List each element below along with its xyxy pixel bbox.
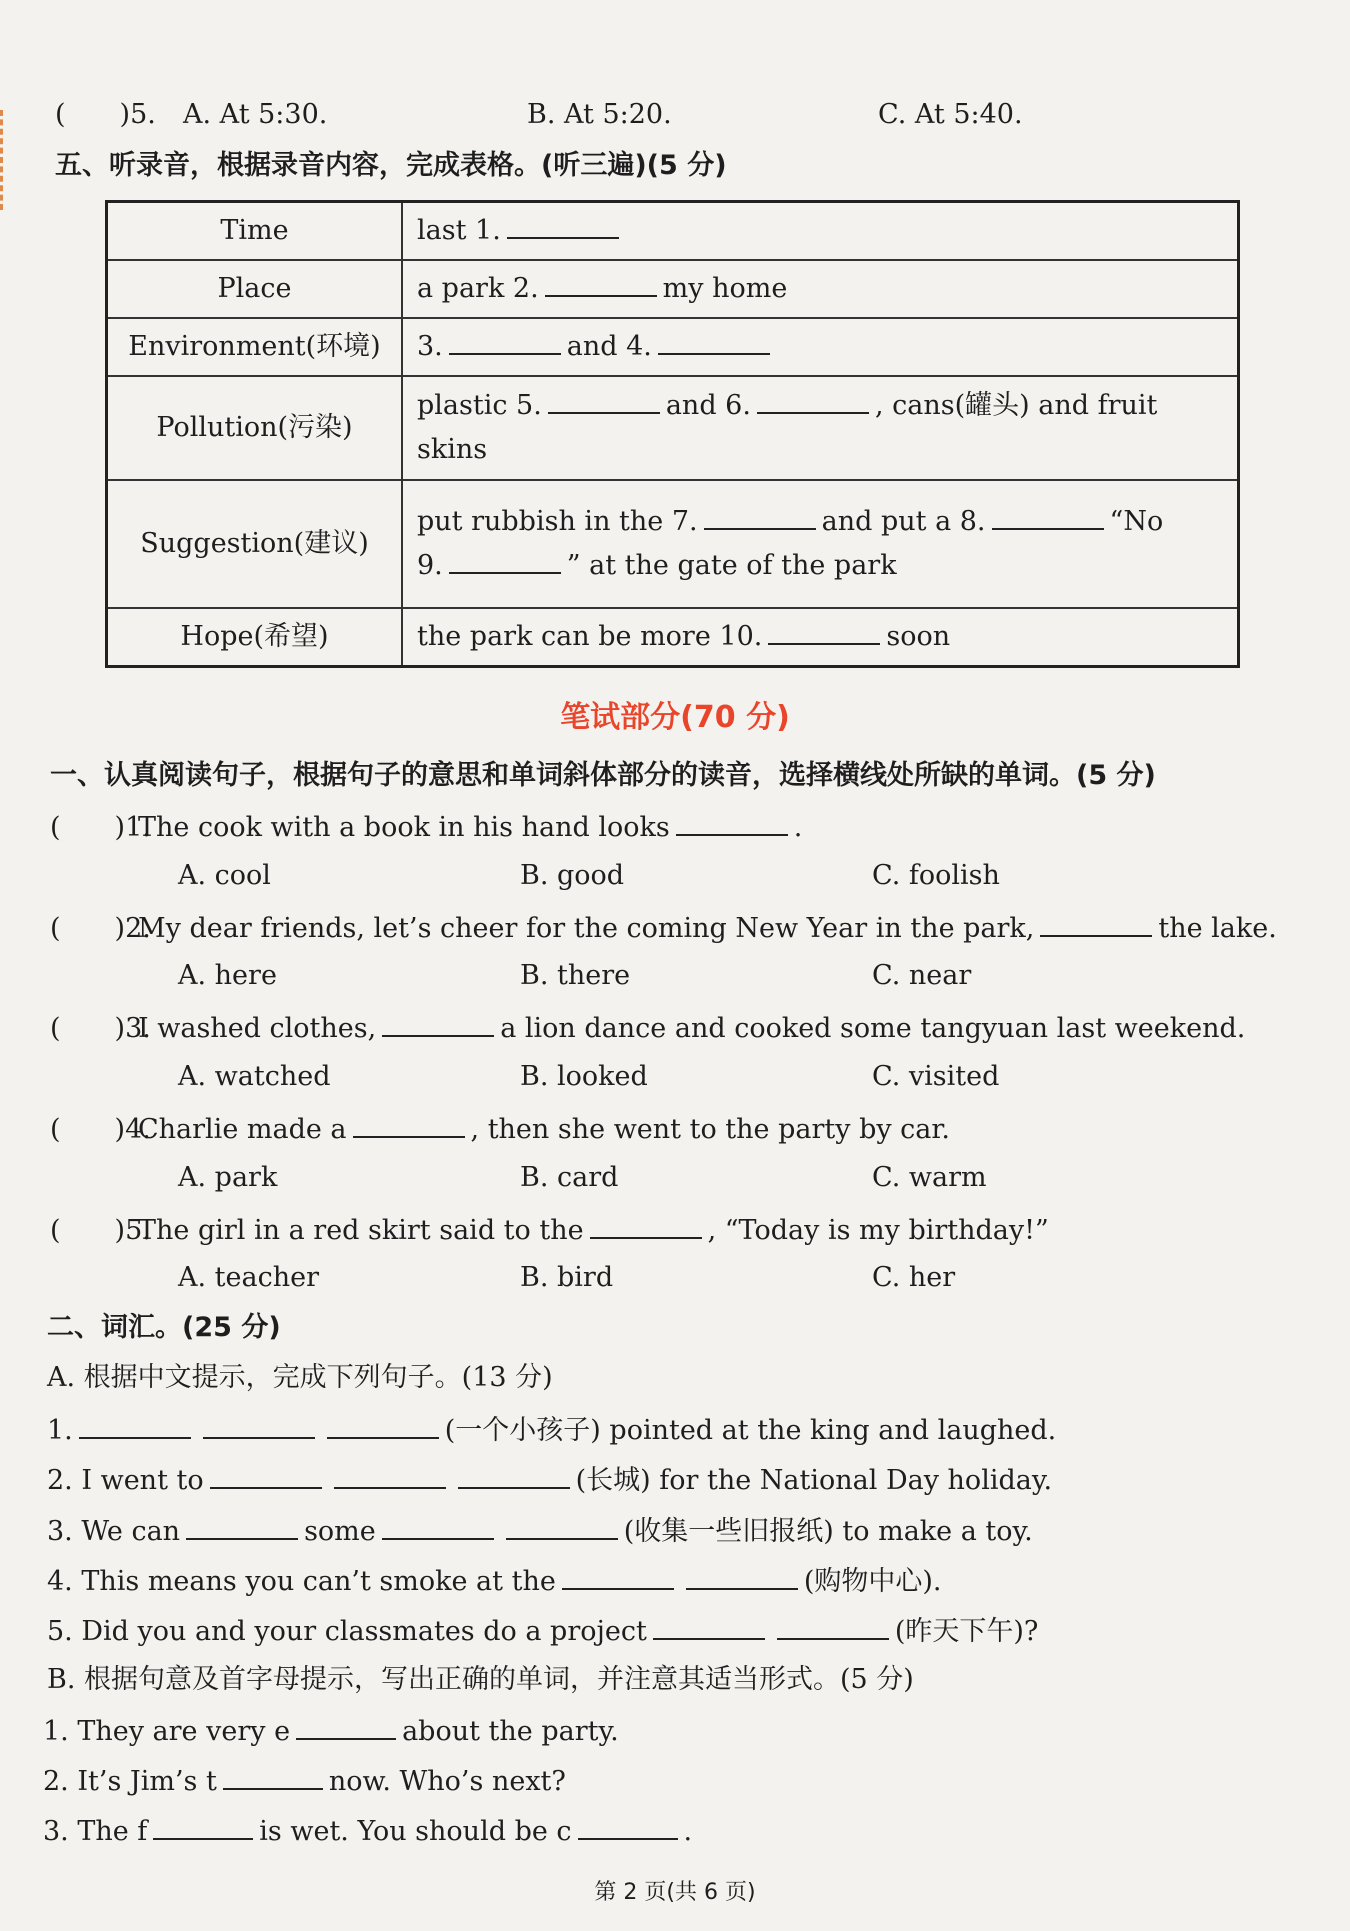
part-1-title: 一、认真阅读句子，根据句子的意思和单词斜体部分的读音，选择横线处所缺的单词。(5 分) — [50, 760, 1156, 791]
option-c: C. visited — [872, 1061, 1000, 1092]
part-2a-title: A. 根据中文提示，完成下列句子。(13 分) — [47, 1362, 553, 1393]
answer-blank[interactable] — [992, 502, 1104, 530]
option-a: A. here — [178, 960, 277, 991]
answer-blank[interactable] — [223, 1762, 323, 1790]
answer-blank[interactable] — [334, 1461, 446, 1489]
answer-blank[interactable] — [153, 1812, 253, 1840]
table-row — [107, 480, 1239, 608]
answer-blank[interactable] — [548, 386, 660, 414]
answer-blank[interactable] — [777, 1612, 889, 1640]
row-value: 3. and 4. — [402, 318, 1239, 376]
option-b: B. there — [520, 960, 631, 991]
row-key: Pollution(污染) — [107, 376, 403, 480]
option-c: C. At 5:40. — [878, 99, 1023, 130]
vocab-a-1: 1. (一个小孩子) pointed at the king and laughed. — [47, 1411, 1056, 1449]
row-value: plastic 5. and 6. , cans(罐头) and fruit skins — [402, 376, 1239, 480]
answer-blank[interactable] — [382, 1512, 494, 1540]
answer-blank[interactable] — [449, 327, 561, 355]
option-b: B. bird — [520, 1262, 614, 1293]
answer-blank[interactable] — [686, 1562, 798, 1590]
question-5: ( )5.The girl in a red skirt said to the , “Today is my birthday!” — [50, 1211, 1049, 1249]
row-key: Suggestion(建议) — [107, 480, 403, 608]
vocab-a-5: 5. Did you and your classmates do a project (昨天下午)? — [47, 1612, 1038, 1650]
row-key: Environment(环境) — [107, 318, 403, 376]
answer-blank[interactable] — [327, 1411, 439, 1439]
written-section-title: 笔试部分(70 分) — [560, 700, 790, 735]
row-value: last 1. — [402, 202, 1239, 261]
option-a: A. park — [178, 1162, 278, 1193]
answer-blank[interactable] — [757, 386, 869, 414]
option-b: B. At 5:20. — [527, 99, 672, 130]
answer-blank[interactable] — [676, 808, 788, 836]
answer-blank[interactable] — [79, 1411, 191, 1439]
question-3: ( )3.I washed clothes, a lion dance and cooked some tangyuan last weekend. — [50, 1009, 1245, 1047]
option-a: A. teacher — [178, 1262, 319, 1293]
vocab-a-3: 3. We can some (收集一些旧报纸) to make a toy. — [47, 1512, 1033, 1550]
vocab-a-4: 4. This means you can’t smoke at the (购物中心). — [47, 1562, 941, 1600]
answer-blank[interactable] — [353, 1110, 465, 1138]
vocab-b-2: 2. It’s Jim’s t now. Who’s next? — [43, 1762, 566, 1800]
option-c: C. foolish — [872, 860, 1000, 891]
option-b: B. good — [520, 860, 625, 891]
option-c: C. near — [872, 960, 972, 991]
answer-blank[interactable] — [1040, 909, 1152, 937]
table-row — [107, 202, 1239, 261]
option-c: C. warm — [872, 1162, 987, 1193]
answer-blank[interactable] — [296, 1712, 396, 1740]
row-key: Place — [107, 260, 403, 318]
row-key: Hope(希望) — [107, 608, 403, 667]
question-1: ( )1.The cook with a book in his hand looks . — [50, 808, 802, 846]
table-row — [107, 376, 1239, 480]
answer-blank[interactable] — [458, 1461, 570, 1489]
answer-blank[interactable] — [562, 1562, 674, 1590]
part-2-title: 二、词汇。(25 分) — [47, 1312, 281, 1343]
vocab-a-2: 2. I went to (长城) for the National Day holiday. — [47, 1461, 1052, 1499]
answer-blank[interactable] — [653, 1612, 765, 1640]
option-a: A. cool — [178, 860, 271, 891]
answer-blank[interactable] — [506, 1512, 618, 1540]
option-b: B. card — [520, 1162, 619, 1193]
binding-line — [0, 110, 7, 210]
answer-blank[interactable] — [449, 546, 561, 574]
question-2: ( )2.My dear friends, let’s cheer for the coming New Year in the park, the lake. — [50, 909, 1277, 947]
table-row — [107, 608, 1239, 667]
row-value: a park 2. my home — [402, 260, 1239, 318]
option-a: A. watched — [178, 1061, 331, 1092]
question-4: ( )4.Charlie made a , then she went to the party by car. — [50, 1110, 950, 1148]
row-value: the park can be more 10. soon — [402, 608, 1239, 667]
listening-table — [105, 200, 1240, 668]
answer-blank[interactable] — [203, 1411, 315, 1439]
row-value: put rubbish in the 7. and put a 8. “No 9. ” at the gate of the park — [402, 480, 1239, 608]
answer-blank[interactable] — [768, 617, 880, 645]
part-2b-title: B. 根据句意及首字母提示，写出正确的单词，并注意其适当形式。(5 分) — [47, 1664, 914, 1695]
section-5-title: 五、听录音，根据录音内容，完成表格。(听三遍)(5 分) — [55, 150, 727, 181]
page-footer: 第 2 页(共 6 页) — [594, 1880, 756, 1905]
row-key: Time — [107, 202, 403, 261]
answer-blank[interactable] — [545, 269, 657, 297]
answer-blank[interactable] — [210, 1461, 322, 1489]
option-b: B. looked — [520, 1061, 648, 1092]
question-listening-5: ( )5. — [55, 99, 156, 130]
answer-blank[interactable] — [382, 1009, 494, 1037]
option-c: C. her — [872, 1262, 956, 1293]
answer-blank[interactable] — [590, 1211, 702, 1239]
answer-blank[interactable] — [578, 1812, 678, 1840]
answer-blank[interactable] — [704, 502, 816, 530]
answer-blank[interactable] — [507, 211, 619, 239]
table-row — [107, 260, 1239, 318]
vocab-b-1: 1. They are very e about the party. — [43, 1712, 619, 1750]
answer-blank[interactable] — [658, 327, 770, 355]
table-row — [107, 318, 1239, 376]
vocab-b-3: 3. The f is wet. You should be c . — [43, 1812, 692, 1850]
answer-blank[interactable] — [186, 1512, 298, 1540]
option-a: A. At 5:30. — [183, 99, 328, 130]
